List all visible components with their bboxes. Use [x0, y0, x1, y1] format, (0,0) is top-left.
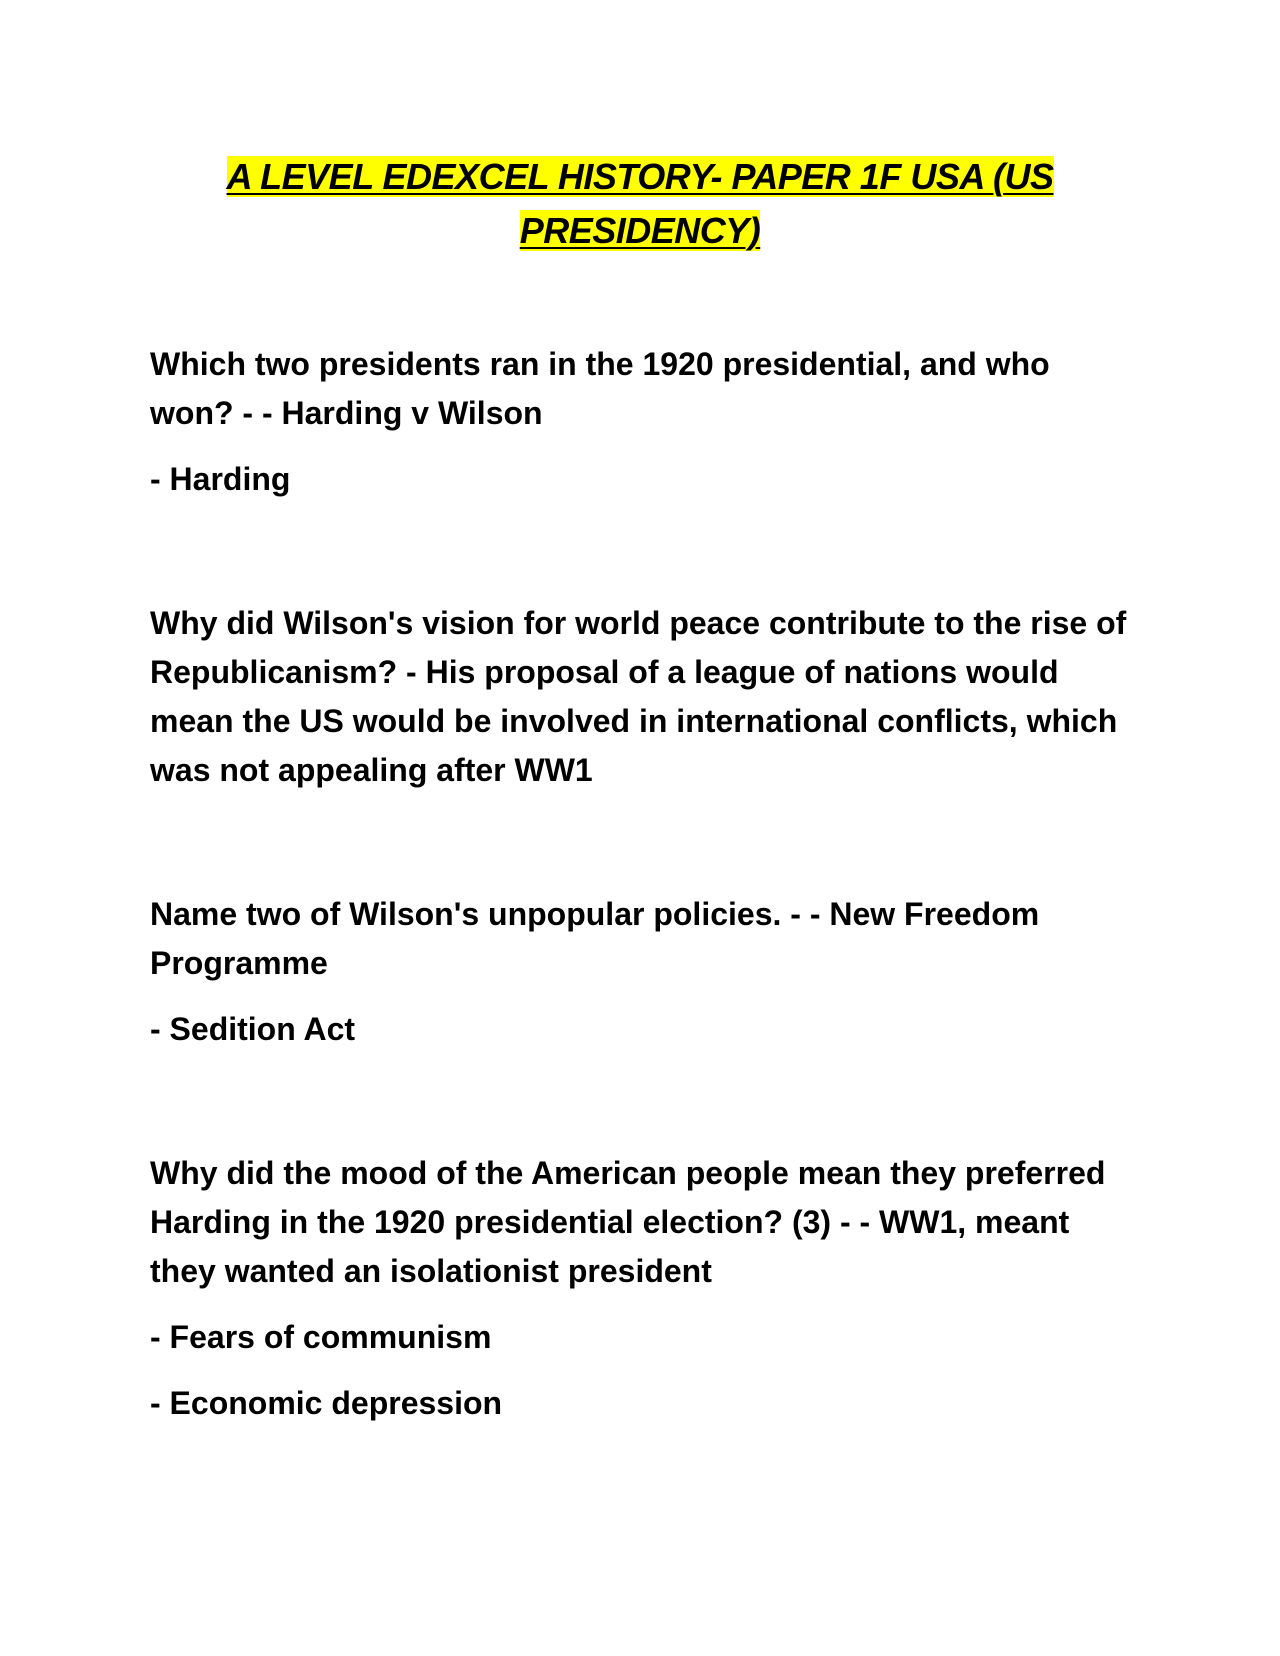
qa-list	[150, 340, 1140, 1428]
qa-item	[150, 1149, 1140, 1428]
qa-question: Which two presidents ran in the 1920 presidential, and who won? - - Harding v Wilson	[150, 346, 1050, 431]
document-title	[150, 150, 1130, 258]
qa-answer-line: - Harding	[150, 461, 291, 497]
qa-answer-line: - Economic depression	[150, 1385, 503, 1421]
qa-answer-line: - Sedition Act	[150, 1011, 356, 1047]
qa-item	[150, 890, 1140, 1054]
title-line-2: PRESIDENCY)	[519, 210, 761, 251]
qa-item	[150, 599, 1140, 795]
qa-question: Name two of Wilson's unpopular policies. - - New Freedom Programme	[150, 896, 1040, 981]
qa-question: Why did Wilson's vision for world peace contribute to the rise of Republicanism? - His proposal of a league of nations would mean the US would be involved in international conflicts, which was not appealing after WW1	[150, 605, 1127, 788]
qa-item	[150, 340, 1140, 504]
qa-answer-line: - Fears of communism	[150, 1319, 492, 1355]
qa-question: Why did the mood of the American people mean they preferred Harding in the 1920 presidential election? (3) - - WW1, meant they wanted an isolationist president	[150, 1155, 1106, 1289]
title-line-1: A LEVEL EDEXCEL HISTORY- PAPER 1F USA (US	[226, 156, 1054, 197]
